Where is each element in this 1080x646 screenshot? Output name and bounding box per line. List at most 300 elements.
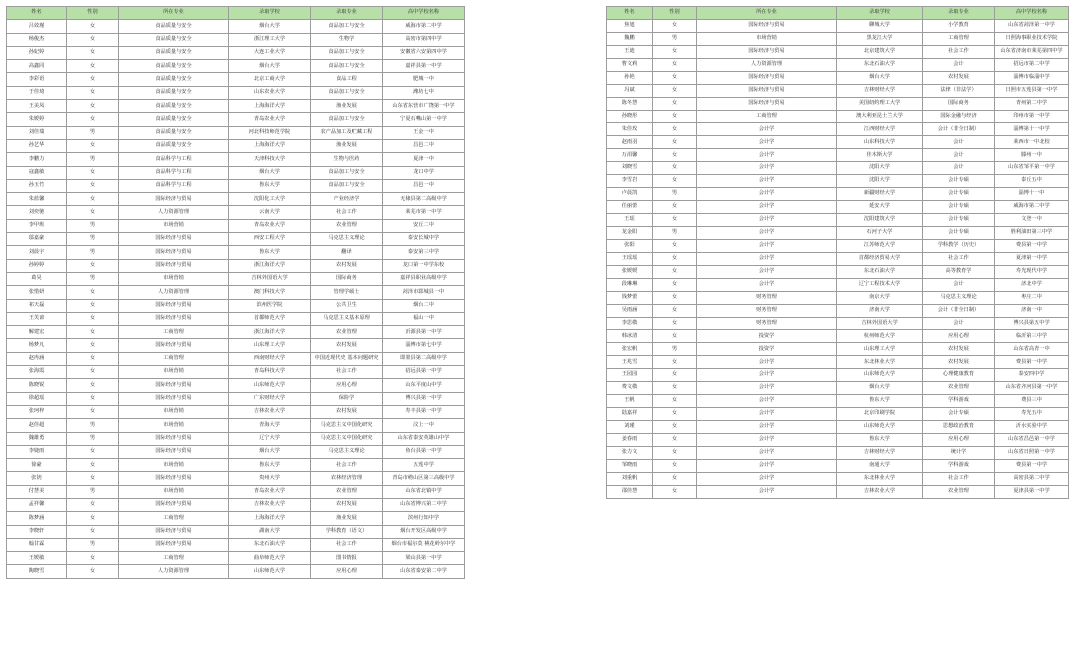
high-school-cell: 泰安四中学 bbox=[995, 369, 1069, 382]
major-cell: 财务管理 bbox=[697, 304, 837, 317]
high-school-cell: 梁山县第一中学 bbox=[383, 552, 465, 565]
table-row bbox=[607, 188, 1069, 201]
gender-cell: 女 bbox=[653, 123, 697, 136]
table-row bbox=[607, 265, 1069, 278]
admitted-school-cell: 南通大学 bbox=[837, 459, 923, 472]
admitted-school-cell: 杭州师范大学 bbox=[837, 330, 923, 343]
admitted-school-cell: 东北林业大学 bbox=[837, 356, 923, 369]
name-cell: 卢晨凯 bbox=[607, 188, 653, 201]
name-cell: 李婕雨 bbox=[7, 445, 67, 458]
table-row bbox=[607, 278, 1069, 291]
admitted-school-cell: 山东科技大学 bbox=[837, 136, 923, 149]
table-row bbox=[7, 73, 465, 86]
gender-cell: 女 bbox=[653, 252, 697, 265]
major-cell: 食品质量与安全 bbox=[119, 33, 229, 46]
gender-cell: 女 bbox=[653, 110, 697, 123]
admitted-major-cell: 食品工程 bbox=[311, 73, 383, 86]
major-cell: 国际经济与贸易 bbox=[697, 71, 837, 84]
admitted-school-cell: 吉林农业大学 bbox=[837, 485, 923, 498]
admitted-major-cell: 农林经济管理 bbox=[311, 472, 383, 485]
name-cell: 刘瑾 bbox=[607, 421, 653, 434]
admitted-school-cell: 美国纽约理工大学 bbox=[837, 97, 923, 110]
major-cell: 会计学 bbox=[697, 265, 837, 278]
admitted-major-cell: 食品加工与安全 bbox=[311, 46, 383, 59]
gender-cell: 女 bbox=[67, 379, 119, 392]
table-row bbox=[7, 113, 465, 126]
name-cell: 李鹏力 bbox=[7, 153, 67, 166]
name-cell: 李彩语 bbox=[7, 73, 67, 86]
gender-cell: 女 bbox=[653, 149, 697, 162]
high-school-cell: 高密县第二中学 bbox=[995, 472, 1069, 485]
gender-cell: 女 bbox=[653, 382, 697, 395]
major-cell: 会计学 bbox=[697, 123, 837, 136]
admitted-major-cell: 会计 bbox=[923, 149, 995, 162]
high-school-cell: 费县第一中学 bbox=[995, 356, 1069, 369]
gender-cell: 女 bbox=[67, 193, 119, 206]
admitted-school-cell: 青岛农业大学 bbox=[229, 113, 311, 126]
admitted-major-cell: 食品加工与安全 bbox=[311, 20, 383, 33]
admitted-school-cell: 石河子大学 bbox=[837, 226, 923, 239]
name-cell: 王媛敏 bbox=[7, 552, 67, 565]
high-school-cell: 沂水实验中学 bbox=[995, 421, 1069, 434]
name-cell: 王美凤 bbox=[7, 100, 67, 113]
name-cell: 魏鹏 bbox=[607, 32, 653, 45]
major-cell: 食品质量与安全 bbox=[119, 100, 229, 113]
gender-cell: 男 bbox=[67, 538, 119, 551]
major-cell: 工商管理 bbox=[119, 512, 229, 525]
high-school-cell: 青州第二中学 bbox=[995, 97, 1069, 110]
high-school-cell: 青岛市崂山区第三高级中学 bbox=[383, 472, 465, 485]
admitted-major-cell: 农业管理 bbox=[923, 485, 995, 498]
admitted-major-cell: 管理学硕士 bbox=[311, 286, 383, 299]
admitted-school-cell: 首都师范大学 bbox=[229, 312, 311, 325]
high-school-cell: 莱芜市第一中学 bbox=[383, 206, 465, 219]
column-header-major: 所在专业 bbox=[119, 7, 229, 20]
major-cell: 食品科学与工程 bbox=[119, 179, 229, 192]
gender-cell: 女 bbox=[67, 312, 119, 325]
major-cell: 会计学 bbox=[697, 459, 837, 472]
gender-cell: 男 bbox=[653, 188, 697, 201]
gender-cell: 男 bbox=[67, 219, 119, 232]
table-row bbox=[7, 445, 465, 458]
admitted-school-cell: 青海大学 bbox=[229, 419, 311, 432]
name-cell: 王兆雪 bbox=[607, 356, 653, 369]
high-school-cell: 山东省博兴第二中学 bbox=[383, 498, 465, 511]
major-cell: 国际经济与贸易 bbox=[119, 299, 229, 312]
admitted-major-cell: 会计专硕 bbox=[923, 408, 995, 421]
gender-cell: 女 bbox=[653, 162, 697, 175]
gender-cell: 女 bbox=[653, 71, 697, 84]
admitted-school-cell: 山东师范大学 bbox=[837, 421, 923, 434]
admitted-school-cell: 烟台大学 bbox=[837, 71, 923, 84]
gender-cell: 男 bbox=[67, 126, 119, 139]
admitted-school-cell: 沈阳大学 bbox=[837, 175, 923, 188]
admitted-major-cell: 会计专硕 bbox=[923, 214, 995, 227]
high-school-cell: 高密市第四中学 bbox=[383, 33, 465, 46]
major-cell: 会计学 bbox=[697, 356, 837, 369]
admitted-major-cell: 食品加工与安全 bbox=[311, 86, 383, 99]
gender-cell: 女 bbox=[653, 58, 697, 71]
gender-cell: 女 bbox=[653, 472, 697, 485]
table-row bbox=[607, 239, 1069, 252]
table-row bbox=[607, 369, 1069, 382]
admitted-school-cell: 吉林外国语大学 bbox=[229, 272, 311, 285]
table-row bbox=[607, 252, 1069, 265]
major-cell: 投资学 bbox=[697, 343, 837, 356]
admitted-school-cell: 烟台大学 bbox=[229, 166, 311, 179]
name-cell: 邹晓雨 bbox=[607, 459, 653, 472]
gender-cell: 女 bbox=[653, 433, 697, 446]
high-school-cell: 招远县第一中学 bbox=[383, 366, 465, 379]
table-row bbox=[607, 330, 1069, 343]
admitted-school-cell: 山东师范大学 bbox=[229, 565, 311, 578]
table-row bbox=[7, 166, 465, 179]
table-row bbox=[607, 136, 1069, 149]
table-row bbox=[7, 179, 465, 192]
admitted-major-cell: 农产品加工及贮藏工程 bbox=[311, 126, 383, 139]
admitted-major-cell: 农村发展 bbox=[311, 498, 383, 511]
name-cell: 刘重帆 bbox=[607, 472, 653, 485]
high-school-cell: 昌邑一中 bbox=[383, 179, 465, 192]
admitted-major-cell: 产业经济学 bbox=[311, 193, 383, 206]
major-cell: 市场营销 bbox=[119, 272, 229, 285]
major-cell: 会计学 bbox=[697, 136, 837, 149]
name-cell: 杨俊杰 bbox=[7, 33, 67, 46]
name-cell: 于佳琦 bbox=[7, 86, 67, 99]
gender-cell: 女 bbox=[67, 366, 119, 379]
name-cell: 邵佳慧 bbox=[607, 485, 653, 498]
table-row bbox=[607, 71, 1069, 84]
admitted-major-cell: 社会工作 bbox=[311, 206, 383, 219]
gender-cell: 女 bbox=[67, 100, 119, 113]
table-row bbox=[607, 343, 1069, 356]
name-cell: 姜春雨 bbox=[607, 433, 653, 446]
major-cell: 会计学 bbox=[697, 485, 837, 498]
gender-cell: 女 bbox=[653, 278, 697, 291]
name-cell: 张钥 bbox=[7, 472, 67, 485]
admitted-major-cell: 学科游戏 bbox=[923, 459, 995, 472]
name-cell: 王帆 bbox=[607, 395, 653, 408]
gender-cell: 女 bbox=[653, 291, 697, 304]
name-cell: 魏雄勇 bbox=[7, 432, 67, 445]
high-school-cell: 汶上一中 bbox=[383, 419, 465, 432]
name-cell: 赵雨羽 bbox=[607, 136, 653, 149]
major-cell: 国际经济与贸易 bbox=[697, 97, 837, 110]
high-school-cell: 泰丘五中 bbox=[995, 175, 1069, 188]
gender-cell: 女 bbox=[653, 317, 697, 330]
high-school-cell: 山东省齐河县第一中学 bbox=[995, 382, 1069, 395]
major-cell: 财务管理 bbox=[697, 317, 837, 330]
high-school-cell: 福山一中 bbox=[383, 312, 465, 325]
table-row bbox=[7, 259, 465, 272]
admitted-school-cell: 吉林农业大学 bbox=[229, 498, 311, 511]
major-cell: 食品质量与安全 bbox=[119, 86, 229, 99]
table-row bbox=[607, 291, 1069, 304]
high-school-cell: 济北中学 bbox=[995, 278, 1069, 291]
high-school-cell: 泰安长城中学 bbox=[383, 233, 465, 246]
name-cell: 任丽蕾 bbox=[607, 201, 653, 214]
table-row bbox=[607, 175, 1069, 188]
admitted-major-cell: 渔业发展 bbox=[311, 139, 383, 152]
admitted-school-cell: 吉林农业大学 bbox=[229, 405, 311, 418]
major-cell: 工商管理 bbox=[119, 326, 229, 339]
high-school-cell: 沂源县第一中学 bbox=[383, 326, 465, 339]
admitted-school-cell: 烟台大学 bbox=[229, 445, 311, 458]
admitted-major-cell: 马克思主义基本原理 bbox=[311, 312, 383, 325]
gender-cell: 女 bbox=[67, 405, 119, 418]
gender-cell: 男 bbox=[653, 226, 697, 239]
gender-cell: 男 bbox=[653, 343, 697, 356]
major-cell: 国际经济与贸易 bbox=[119, 498, 229, 511]
major-cell: 食品质量与安全 bbox=[119, 113, 229, 126]
high-school-cell: 潍坊七中 bbox=[383, 86, 465, 99]
major-cell: 国际经济与贸易 bbox=[697, 45, 837, 58]
major-cell: 食品科学与工程 bbox=[119, 166, 229, 179]
major-cell: 会计学 bbox=[697, 369, 837, 382]
name-cell: 张媛媛 bbox=[607, 265, 653, 278]
name-cell: 孟祥馨 bbox=[7, 498, 67, 511]
column-header-admitted-school: 录取学校 bbox=[229, 7, 311, 20]
name-cell: 翰甘霖 bbox=[7, 538, 67, 551]
table-row bbox=[607, 162, 1069, 175]
admitted-major-cell: 应用心理 bbox=[311, 379, 383, 392]
high-school-cell: 昌邑二中 bbox=[383, 139, 465, 152]
admitted-major-cell: 应用心理 bbox=[923, 330, 995, 343]
admitted-major-cell: 农村发展 bbox=[923, 356, 995, 369]
table-header-row bbox=[7, 7, 465, 20]
high-school-cell: 滨州行知中学 bbox=[383, 512, 465, 525]
name-cell: 张阳 bbox=[607, 239, 653, 252]
major-cell: 国际经济与贸易 bbox=[119, 339, 229, 352]
admitted-school-cell: 鲁东大学 bbox=[229, 179, 311, 192]
high-school-cell: 嘉祥县职业高级中学 bbox=[383, 272, 465, 285]
high-school-cell: 夏津一中 bbox=[383, 153, 465, 166]
gender-cell: 女 bbox=[67, 498, 119, 511]
gender-cell: 女 bbox=[67, 512, 119, 525]
major-cell: 会计学 bbox=[697, 201, 837, 214]
admitted-school-cell: 贵州大学 bbox=[229, 472, 311, 485]
name-cell: 张海霞 bbox=[7, 366, 67, 379]
name-cell: 王迪 bbox=[607, 45, 653, 58]
high-school-cell: 日照海事职业技术学院 bbox=[995, 32, 1069, 45]
admitted-school-cell: 上海海洋大学 bbox=[229, 512, 311, 525]
name-cell: 陆嘉祥 bbox=[607, 408, 653, 421]
high-school-cell: 莱西市一中北校 bbox=[995, 136, 1069, 149]
major-cell: 国际经济与贸易 bbox=[119, 432, 229, 445]
major-cell: 会计学 bbox=[697, 433, 837, 446]
gender-cell: 男 bbox=[67, 153, 119, 166]
table-row bbox=[7, 392, 465, 405]
high-school-cell: 泰安第三中学 bbox=[383, 246, 465, 259]
admitted-school-cell: 南京大学 bbox=[837, 291, 923, 304]
high-school-cell: 招远市第二中学 bbox=[995, 58, 1069, 71]
major-cell: 市场营销 bbox=[119, 219, 229, 232]
major-cell: 人力资源管理 bbox=[697, 58, 837, 71]
gender-cell: 女 bbox=[653, 97, 697, 110]
admitted-school-cell: 澳门科技大学 bbox=[229, 286, 311, 299]
admitted-major-cell: 统计学 bbox=[923, 446, 995, 459]
major-cell: 市场营销 bbox=[697, 32, 837, 45]
admitted-school-cell: 新疆财经大学 bbox=[837, 188, 923, 201]
name-cell: 王芙谚 bbox=[7, 312, 67, 325]
admitted-school-cell: 烟台大学 bbox=[229, 60, 311, 73]
gender-cell: 女 bbox=[67, 339, 119, 352]
table-row bbox=[7, 326, 465, 339]
name-cell: 赵冉涵 bbox=[7, 352, 67, 365]
admitted-major-cell: 食品加工与安全 bbox=[311, 179, 383, 192]
high-school-cell: 淄博十一中 bbox=[995, 188, 1069, 201]
admitted-school-cell: 吉林财经大学 bbox=[837, 84, 923, 97]
major-cell: 国际经济与贸易 bbox=[119, 525, 229, 538]
admitted-school-cell: 青岛农业大学 bbox=[229, 485, 311, 498]
admitted-major-cell: 社会工作 bbox=[311, 366, 383, 379]
high-school-cell: 费县第一中学 bbox=[995, 239, 1069, 252]
table-row bbox=[7, 565, 465, 578]
gender-cell: 女 bbox=[67, 46, 119, 59]
table-row bbox=[7, 472, 465, 485]
name-cell: 陈梦涵 bbox=[7, 512, 67, 525]
high-school-cell: 山东省菏泽第一中学 bbox=[995, 19, 1069, 32]
table-row bbox=[607, 45, 1069, 58]
table-row bbox=[607, 19, 1069, 32]
major-cell: 食品科学与工程 bbox=[119, 153, 229, 166]
admitted-major-cell: 会计专硕 bbox=[923, 175, 995, 188]
table-row bbox=[7, 272, 465, 285]
high-school-cell: 费县第一中学 bbox=[995, 459, 1069, 472]
high-school-cell: 安徽省六安第四中学 bbox=[383, 46, 465, 59]
admitted-major-cell: 社会工作 bbox=[311, 459, 383, 472]
major-cell: 会计学 bbox=[697, 395, 837, 408]
table-row bbox=[7, 432, 465, 445]
admitted-major-cell: 应用心理 bbox=[311, 565, 383, 578]
admitted-school-cell: 辽宁工程技术大学 bbox=[837, 278, 923, 291]
table-row bbox=[7, 538, 465, 551]
name-cell: 祁天磊 bbox=[7, 299, 67, 312]
admitted-major-cell: 马克思主义理论 bbox=[923, 291, 995, 304]
gender-cell: 男 bbox=[67, 432, 119, 445]
name-cell: 孙艳 bbox=[607, 71, 653, 84]
admitted-school-cell: 首都经济贸易大学 bbox=[837, 252, 923, 265]
admitted-major-cell: 会计专硕 bbox=[923, 201, 995, 214]
major-cell: 国际经济与贸易 bbox=[119, 233, 229, 246]
table-row bbox=[607, 201, 1069, 214]
major-cell: 市场营销 bbox=[119, 405, 229, 418]
table-row bbox=[607, 459, 1069, 472]
column-header-high-school: 高中学校名称 bbox=[995, 7, 1069, 20]
admitted-major-cell: 法律（非法学） bbox=[923, 84, 995, 97]
gender-cell: 女 bbox=[67, 565, 119, 578]
table-row bbox=[7, 20, 465, 33]
admitted-school-cell: 云南大学 bbox=[229, 206, 311, 219]
admitted-major-cell: 中国近现代史 基本问题研究 bbox=[311, 352, 383, 365]
admitted-school-cell: 上海海洋大学 bbox=[229, 139, 311, 152]
name-cell: 李晓轩 bbox=[7, 525, 67, 538]
major-cell: 国际经济与贸易 bbox=[697, 84, 837, 97]
admitted-major-cell: 思想政治教育 bbox=[923, 421, 995, 434]
admission-table-left bbox=[6, 6, 465, 579]
major-cell: 会计学 bbox=[697, 149, 837, 162]
admitted-school-cell: 烟台大学 bbox=[837, 382, 923, 395]
admitted-school-cell: 沈阳化工大学 bbox=[229, 193, 311, 206]
admitted-school-cell: 沈阳大学 bbox=[837, 162, 923, 175]
admitted-school-cell: 延安大学 bbox=[837, 201, 923, 214]
admission-table-right bbox=[606, 6, 1069, 499]
name-cell: 赵佳超 bbox=[7, 419, 67, 432]
major-cell: 国际经济与贸易 bbox=[119, 379, 229, 392]
high-school-cell: 山东省日照第一中学 bbox=[995, 446, 1069, 459]
name-cell: 钱梦蕾 bbox=[607, 291, 653, 304]
admitted-school-cell: 聊城大学 bbox=[837, 19, 923, 32]
gender-cell: 女 bbox=[67, 299, 119, 312]
gender-cell: 男 bbox=[653, 32, 697, 45]
admitted-school-cell: 山东理工大学 bbox=[837, 343, 923, 356]
table-row bbox=[607, 472, 1069, 485]
major-cell: 市场营销 bbox=[119, 419, 229, 432]
name-cell: 张惜妍 bbox=[7, 286, 67, 299]
table-row bbox=[607, 485, 1069, 498]
name-cell: 吕效瑾 bbox=[7, 20, 67, 33]
gender-cell: 女 bbox=[653, 408, 697, 421]
table-row bbox=[7, 60, 465, 73]
admitted-major-cell: 会计（非全日制） bbox=[923, 123, 995, 136]
name-cell: 孙艺华 bbox=[7, 139, 67, 152]
major-cell: 会计学 bbox=[697, 239, 837, 252]
table-row bbox=[607, 214, 1069, 227]
gender-cell: 男 bbox=[67, 272, 119, 285]
major-cell: 会计学 bbox=[697, 162, 837, 175]
admitted-major-cell: 渔业发展 bbox=[311, 100, 383, 113]
major-cell: 人力资源管理 bbox=[119, 206, 229, 219]
name-cell: 刘奕驰 bbox=[7, 206, 67, 219]
table-row bbox=[7, 100, 465, 113]
high-school-cell: 淄博第十一中学 bbox=[995, 123, 1069, 136]
high-school-cell: 山东省泰安英雄山中学 bbox=[383, 432, 465, 445]
gender-cell: 女 bbox=[67, 459, 119, 472]
high-school-cell: 鱼台县第一中学 bbox=[383, 445, 465, 458]
admitted-major-cell: 生物与医药 bbox=[311, 153, 383, 166]
gender-cell: 女 bbox=[653, 369, 697, 382]
high-school-cell: 夏津第一中学 bbox=[995, 252, 1069, 265]
gender-cell: 女 bbox=[653, 265, 697, 278]
name-cell: 孙晓彤 bbox=[607, 110, 653, 123]
major-cell: 食品质量与安全 bbox=[119, 139, 229, 152]
admitted-major-cell: 学科游戏 bbox=[923, 395, 995, 408]
gender-cell: 女 bbox=[67, 445, 119, 458]
admitted-major-cell: 心理健康教育 bbox=[923, 369, 995, 382]
table-row bbox=[7, 552, 465, 565]
gender-cell: 女 bbox=[67, 525, 119, 538]
gender-cell: 女 bbox=[653, 201, 697, 214]
name-cell: 孙妃婷 bbox=[7, 46, 67, 59]
high-school-cell: 肥城一中 bbox=[383, 73, 465, 86]
gender-cell: 女 bbox=[653, 421, 697, 434]
major-cell: 国际经济与贸易 bbox=[697, 19, 837, 32]
high-school-cell: 山东省泰安第二中学 bbox=[383, 565, 465, 578]
admitted-major-cell: 农村发展 bbox=[923, 71, 995, 84]
admitted-major-cell: 社会工作 bbox=[923, 472, 995, 485]
table-row bbox=[7, 286, 465, 299]
high-school-cell: 烟台二中 bbox=[383, 299, 465, 312]
admitted-school-cell: 烟台大学 bbox=[229, 20, 311, 33]
admitted-school-cell: 济南大学 bbox=[837, 304, 923, 317]
name-cell: 葛昊 bbox=[7, 272, 67, 285]
gender-cell: 女 bbox=[67, 286, 119, 299]
high-school-cell: 山东省高青一中 bbox=[995, 343, 1069, 356]
gender-cell: 女 bbox=[653, 459, 697, 472]
table-row bbox=[607, 433, 1069, 446]
name-cell: 焦旭 bbox=[607, 19, 653, 32]
admitted-school-cell: 河北科技师范学院 bbox=[229, 126, 311, 139]
